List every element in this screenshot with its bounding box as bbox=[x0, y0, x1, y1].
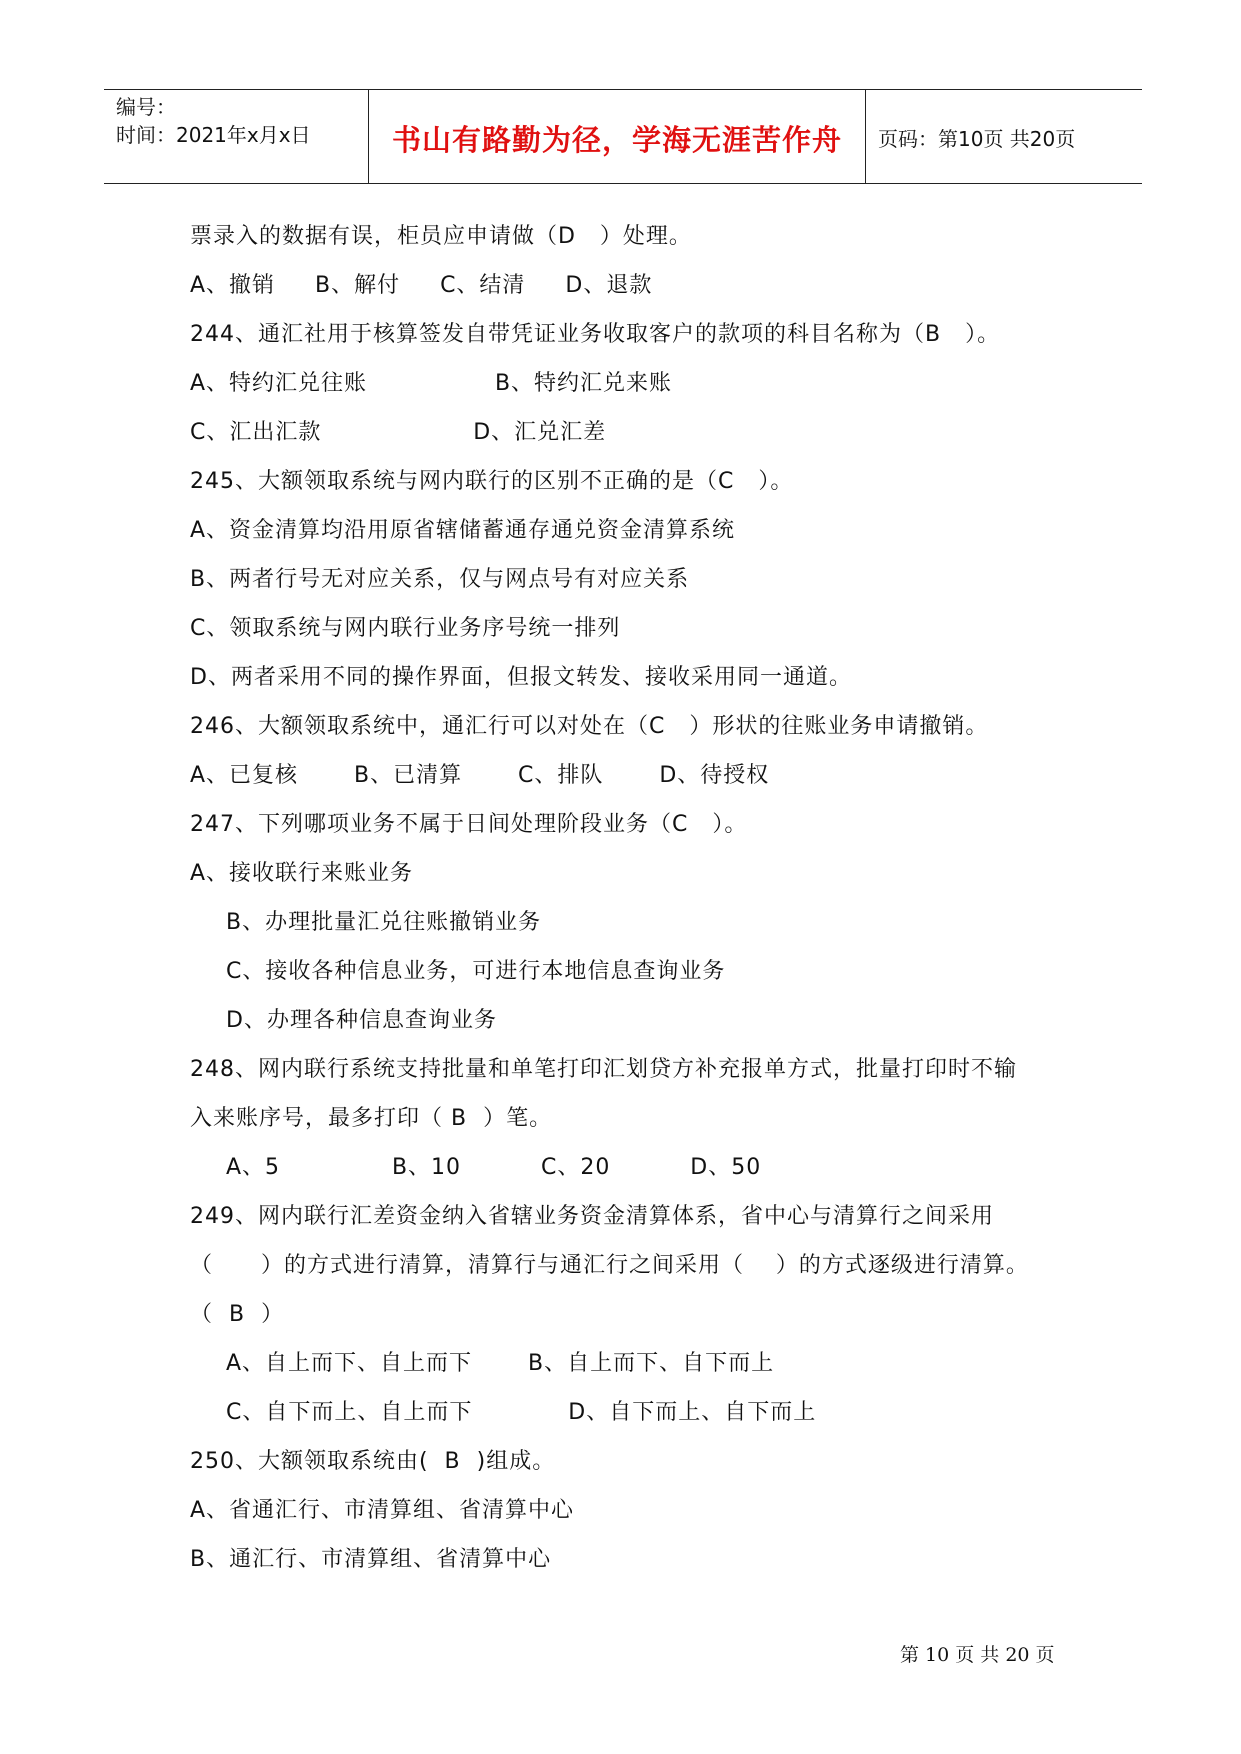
answer-line: （ B ） bbox=[190, 1302, 285, 1327]
question-250: 250、大额领取系统由( B )组成。 bbox=[190, 1449, 556, 1474]
option-line: C、领取系统与网内联行业务序号统一排列 bbox=[190, 616, 621, 641]
question-246: 246、大额领取系统中，通汇行可以对处在（C ）形状的往账业务申请撤销。 bbox=[190, 714, 989, 739]
option-line: A、资金清算均沿用原省辖储蓄通存通兑资金清算系统 bbox=[190, 518, 736, 543]
motto: 书山有路勤为径，学海无涯苦作舟 bbox=[391, 123, 842, 157]
page-info: 页码：第10页 共20页 bbox=[878, 127, 1076, 151]
option-line: D、办理各种信息查询业务 bbox=[226, 1008, 497, 1033]
option-line: A、特约汇兑往账 B、特约汇兑来账 bbox=[190, 371, 673, 396]
option-line: B、办理批量汇兑往账撤销业务 bbox=[226, 910, 542, 935]
question-245: 245、大额领取系统与网内联行的区别不正确的是（C ）。 bbox=[190, 469, 794, 494]
option-line: A、省通汇行、市清算组、省清算中心 bbox=[190, 1498, 575, 1523]
page-footer: 第 10 页 共 20 页 bbox=[900, 1644, 1055, 1666]
question-247: 247、下列哪项业务不属于日间处理阶段业务（C ）。 bbox=[190, 812, 748, 837]
header-right-cell bbox=[866, 90, 1142, 183]
header-left-cell bbox=[104, 90, 369, 183]
question-249: 249、网内联行汇差资金纳入省辖业务资金清算体系，省中心与清算行之间采用 bbox=[190, 1204, 994, 1229]
option-line: C、汇出汇款 D、汇兑汇差 bbox=[190, 420, 607, 445]
text-line: 票录入的数据有误，柜员应申请做（D ）处理。 bbox=[190, 224, 692, 249]
option-line: A、已复核 B、已清算 C、排队 D、待授权 bbox=[190, 763, 770, 788]
option-line: A、接收联行来账业务 bbox=[190, 861, 414, 886]
page-header bbox=[104, 89, 1142, 184]
header-middle-cell bbox=[369, 90, 866, 183]
option-line: B、两者行号无对应关系，仅与网点号有对应关系 bbox=[190, 567, 690, 592]
document-body bbox=[190, 212, 1090, 1584]
text-line: （ ）的方式进行清算，清算行与通汇行之间采用（ ）的方式逐级进行清算。 bbox=[190, 1253, 1029, 1278]
question-248: 248、网内联行系统支持批量和单笔打印汇划贷方补充报单方式，批量打印时不输 bbox=[190, 1057, 1017, 1082]
option-line: B、通汇行、市清算组、省清算中心 bbox=[190, 1547, 552, 1572]
option-line: C、自下而上、自上而下 D、自下而上、自下而上 bbox=[226, 1400, 817, 1425]
question-244: 244、通汇社用于核算签发自带凭证业务收取客户的款项的科目名称为（B ）。 bbox=[190, 322, 1001, 347]
option-line: A、自上而下、自上而下 B、自上而下、自下而上 bbox=[226, 1351, 775, 1376]
time-label: 时间：2021年x月x日 bbox=[116, 123, 311, 147]
serial-label: 编号： bbox=[116, 95, 176, 119]
option-line: C、接收各种信息业务，可进行本地信息查询业务 bbox=[226, 959, 726, 984]
text-line: A、撤销 B、解付 C、结清 D、退款 bbox=[190, 273, 653, 298]
option-line: D、两者采用不同的操作界面，但报文转发、接收采用同一通道。 bbox=[190, 665, 852, 690]
option-line: A、5 B、10 C、20 D、50 bbox=[226, 1155, 762, 1180]
text-line: 入来账序号，最多打印（ B ）笔。 bbox=[190, 1106, 553, 1131]
